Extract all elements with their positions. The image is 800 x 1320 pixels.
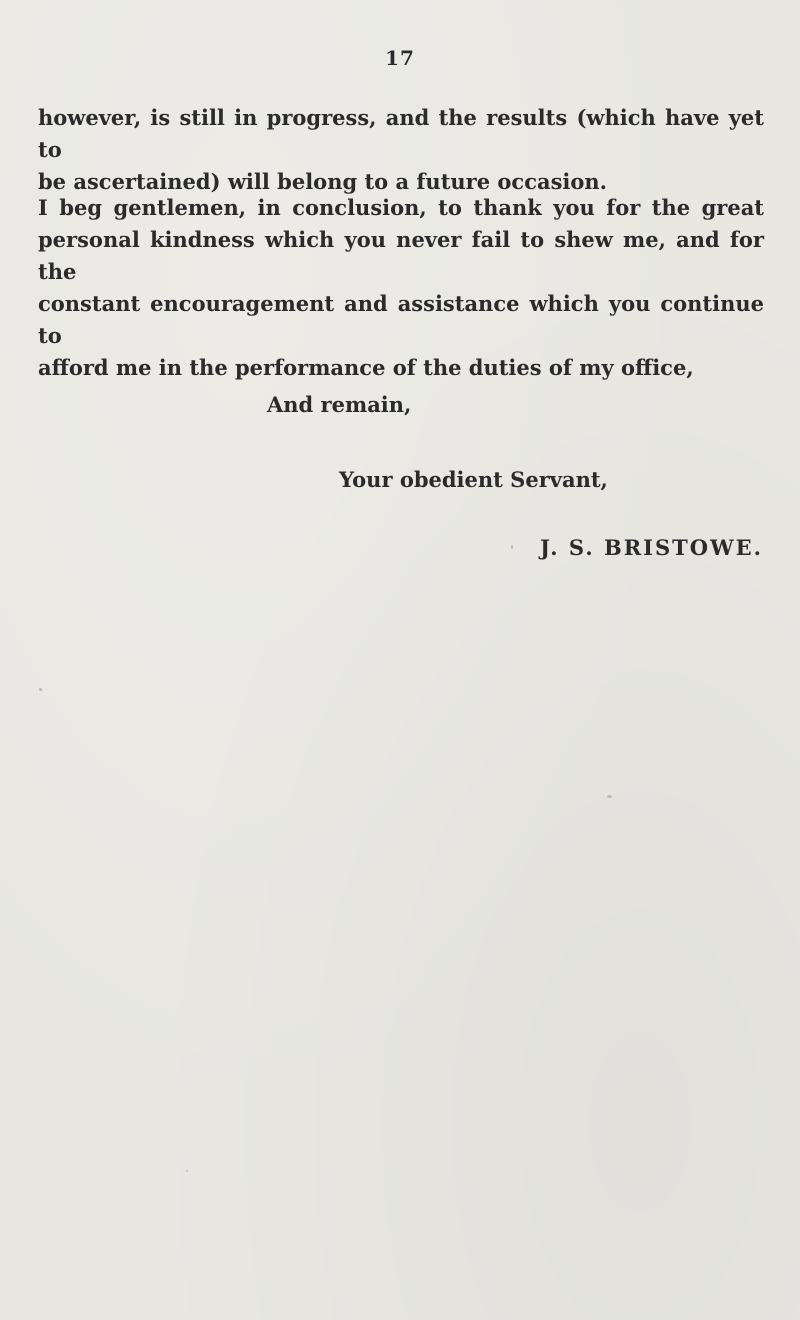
- text-line: be ascertained) will belong to a future occasion.: [38, 169, 607, 194]
- paper-speck: [511, 545, 513, 549]
- page-number: 17: [385, 46, 415, 70]
- paper-speck: [186, 1170, 188, 1172]
- paper-speck: [39, 688, 42, 691]
- text-line: constant encouragement and assistance which you continue to: [38, 291, 764, 348]
- text-line: personal kindness which you never fail to shew me, and for the: [38, 227, 764, 284]
- closing-remain: And remain,: [267, 392, 412, 417]
- paper-speck: [607, 795, 612, 798]
- text-line: afford me in the performance of the duties of my office,: [38, 355, 694, 380]
- signature: J. S. BRISTOWE.: [540, 535, 763, 560]
- closing-servant: Your obedient Servant,: [339, 467, 608, 492]
- text-line: however, is still in progress, and the results (which have yet to: [38, 105, 764, 162]
- paragraph-conclusion: [38, 192, 764, 384]
- text-line: I beg gentlemen, in conclusion, to thank you for the great: [38, 195, 764, 220]
- paragraph-continuation: [38, 102, 764, 198]
